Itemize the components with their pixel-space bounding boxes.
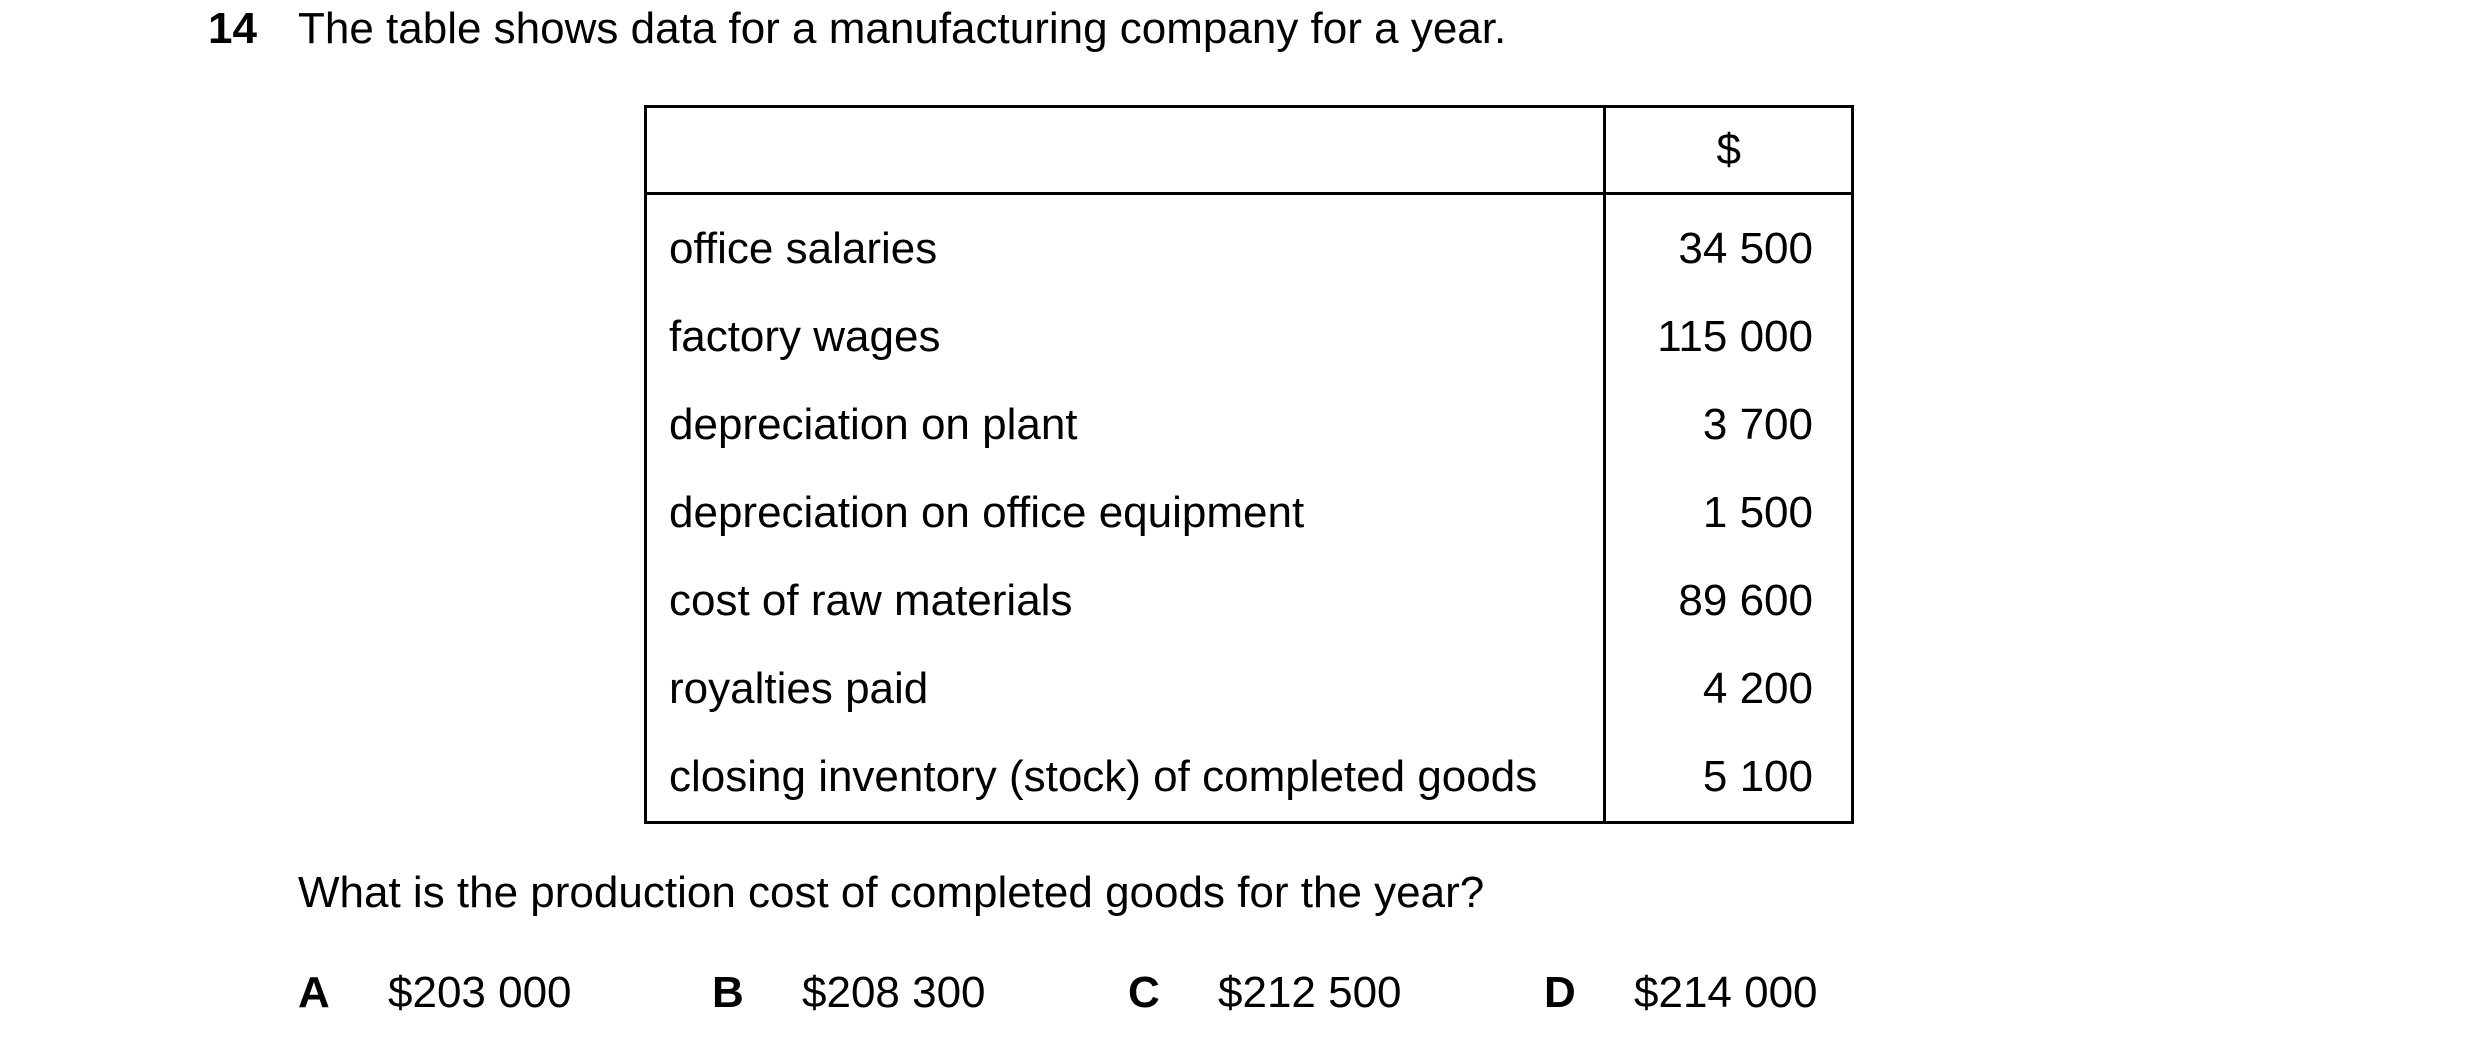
row-value: 5 100	[1702, 752, 1813, 801]
row-label: closing inventory (stock) of completed goods	[646, 733, 1605, 823]
option-b[interactable]	[712, 965, 986, 1021]
row-label: office salaries	[646, 194, 1605, 294]
table-row	[646, 469, 1853, 557]
table-row	[646, 381, 1853, 469]
option-letter: A	[298, 968, 330, 1017]
row-value: 3 700	[1702, 400, 1813, 449]
row-label: depreciation on plant	[646, 381, 1605, 469]
option-d[interactable]	[1544, 965, 1818, 1021]
row-value: 115 000	[1657, 312, 1813, 361]
option-a[interactable]	[298, 965, 572, 1021]
cost-data-table	[644, 105, 1854, 824]
option-text: $214 000	[1634, 968, 1818, 1017]
row-label: cost of raw materials	[646, 557, 1605, 645]
option-letter: B	[712, 968, 744, 1017]
table-header-label	[646, 107, 1605, 194]
question-text: The table shows data for a manufacturing company for a year.	[298, 4, 1507, 53]
option-text: $212 500	[1218, 968, 1402, 1017]
option-text: $208 300	[802, 968, 986, 1017]
row-label: royalties paid	[646, 645, 1605, 733]
table-row	[646, 733, 1853, 823]
question-number: 14	[208, 4, 257, 53]
row-value: 1 500	[1702, 488, 1813, 537]
table-row	[646, 194, 1853, 294]
table-row	[646, 557, 1853, 645]
table-header-currency: $	[1605, 107, 1853, 194]
row-value: 89 600	[1678, 576, 1813, 625]
option-letter: D	[1544, 968, 1576, 1017]
row-value: 4 200	[1702, 664, 1813, 713]
option-letter: C	[1128, 968, 1160, 1017]
row-label: factory wages	[646, 293, 1605, 381]
table-row	[646, 645, 1853, 733]
option-c[interactable]	[1128, 965, 1402, 1021]
row-value: 34 500	[1678, 224, 1813, 273]
question-prompt: What is the production cost of completed goods for the year?	[298, 868, 1485, 917]
option-text: $203 000	[388, 968, 572, 1017]
table-row	[646, 293, 1853, 381]
row-label: depreciation on office equipment	[646, 469, 1605, 557]
table-header-row	[646, 107, 1853, 194]
